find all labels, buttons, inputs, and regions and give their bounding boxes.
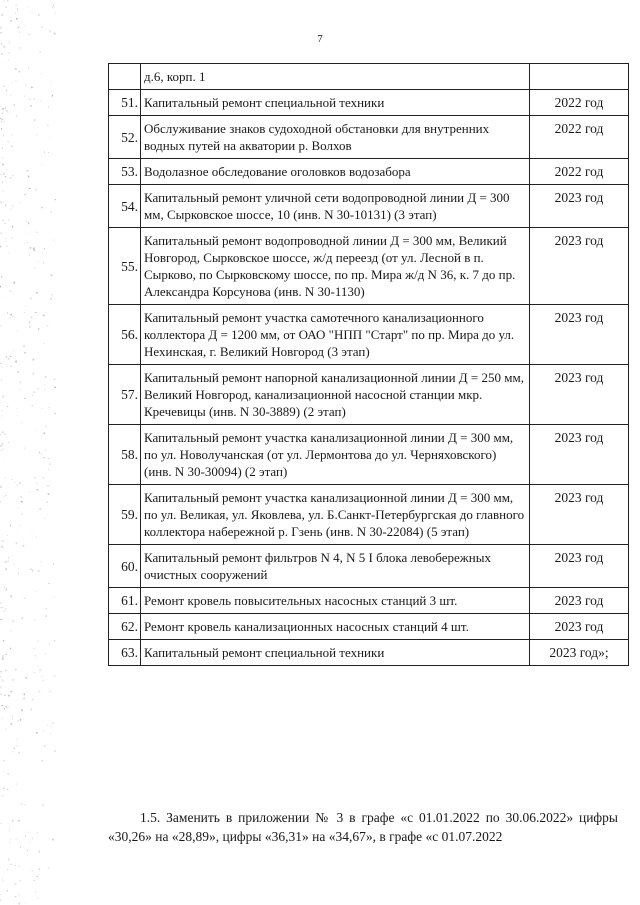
row-description: Капитальный ремонт напорной канализационной линии Д = 250 мм, Великий Новгород, канализационной насосной станции мкр. Кречевицы (инв. N 30-3889) (2 этап) bbox=[141, 365, 530, 425]
row-year: 2022 год bbox=[530, 159, 629, 185]
works-table-body bbox=[109, 64, 629, 666]
row-description: Капитальный ремонт участка канализационной линии Д = 300 мм, по ул. Новолучанская (от ул. Лермонтова до ул. Черняховского) (инв. N 30-30094) (2 этап) bbox=[141, 425, 530, 485]
row-number: 61. bbox=[109, 588, 141, 614]
row-description: Капитальный ремонт специальной техники bbox=[141, 90, 530, 116]
row-description: Ремонт кровель повысительных насосных станций 3 шт. bbox=[141, 588, 530, 614]
table-row bbox=[109, 228, 629, 305]
row-number: 60. bbox=[109, 545, 141, 588]
row-description: д.6, корп. 1 bbox=[141, 64, 530, 90]
row-year: 2022 год bbox=[530, 90, 629, 116]
row-year: 2023 год»; bbox=[530, 640, 629, 666]
row-year: 2023 год bbox=[530, 425, 629, 485]
table-row bbox=[109, 159, 629, 185]
row-description: Ремонт кровель канализационных насосных станций 4 шт. bbox=[141, 614, 530, 640]
row-year: 2023 год bbox=[530, 545, 629, 588]
row-number: 53. bbox=[109, 159, 141, 185]
row-number: 57. bbox=[109, 365, 141, 425]
table-row bbox=[109, 485, 629, 545]
row-number bbox=[109, 64, 141, 90]
row-number: 51. bbox=[109, 90, 141, 116]
row-number: 63. bbox=[109, 640, 141, 666]
row-description: Капитальный ремонт уличной сети водопроводной линии Д = 300 мм, Сырковское шоссе, 10 (инв. N 30-10131) (3 этап) bbox=[141, 185, 530, 228]
row-year: 2023 год bbox=[530, 485, 629, 545]
row-description: Капитальный ремонт специальной техники bbox=[141, 640, 530, 666]
row-year: 2023 год bbox=[530, 185, 629, 228]
row-description: Капитальный ремонт участка самотечного канализационного коллектора Д = 1200 мм, от ОАО "НПП "Старт" по пр. Мира до ул. Нехинская, г. Великий Новгород (3 этап) bbox=[141, 305, 530, 365]
row-number: 59. bbox=[109, 485, 141, 545]
table-row bbox=[109, 305, 629, 365]
table-row bbox=[109, 425, 629, 485]
table-row bbox=[109, 365, 629, 425]
row-year: 2023 год bbox=[530, 365, 629, 425]
row-number: 54. bbox=[109, 185, 141, 228]
row-description: Капитальный ремонт водопроводной линии Д = 300 мм, Великий Новгород, Сырковское шоссе, ж/д переезд (от ул. Лесной в п. Сырково, по Сырковскому шоссе, по пр. Мира ж/д N 36, к. 7 до пр. Александра Корсунова (инв. N 30-1130) bbox=[141, 228, 530, 305]
row-number: 52. bbox=[109, 116, 141, 159]
row-year: 2023 год bbox=[530, 588, 629, 614]
scan-edge-noise bbox=[0, 0, 60, 905]
amendment-paragraph: 1.5. Заменить в приложении № 3 в графе «с 01.01.2022 по 30.06.2022» цифры «30,26» на «28,89», цифры «36,31» на «34,67», в графе «с 01.07.2022 bbox=[108, 810, 618, 844]
row-description: Водолазное обследование оголовков водозабора bbox=[141, 159, 530, 185]
row-number: 56. bbox=[109, 305, 141, 365]
row-number: 62. bbox=[109, 614, 141, 640]
row-year: 2022 год bbox=[530, 116, 629, 159]
table-row bbox=[109, 588, 629, 614]
row-description: Капитальный ремонт участка канализационной линии Д = 300 мм, по ул. Великая, ул. Яковлева, ул. Б.Санкт-Петербургская до главного коллектора набережной р. Гзень (инв. N 30-22084) (5 этап) bbox=[141, 485, 530, 545]
table-row bbox=[109, 614, 629, 640]
row-year bbox=[530, 64, 629, 90]
row-description: Капитальный ремонт фильтров N 4, N 5 I блока левобережных очистных сооружений bbox=[141, 545, 530, 588]
row-number: 58. bbox=[109, 425, 141, 485]
row-year: 2023 год bbox=[530, 228, 629, 305]
table-row bbox=[109, 64, 629, 90]
table-row bbox=[109, 90, 629, 116]
page-number: 7 bbox=[317, 33, 323, 45]
works-table bbox=[108, 63, 629, 666]
table-row bbox=[109, 185, 629, 228]
table-row bbox=[109, 640, 629, 666]
row-year: 2023 год bbox=[530, 305, 629, 365]
row-description: Обслуживание знаков судоходной обстановки для внутренних водных путей на акватории р. Волхов bbox=[141, 116, 530, 159]
row-year: 2023 год bbox=[530, 614, 629, 640]
row-number: 55. bbox=[109, 228, 141, 305]
table-row bbox=[109, 545, 629, 588]
table-row bbox=[109, 116, 629, 159]
